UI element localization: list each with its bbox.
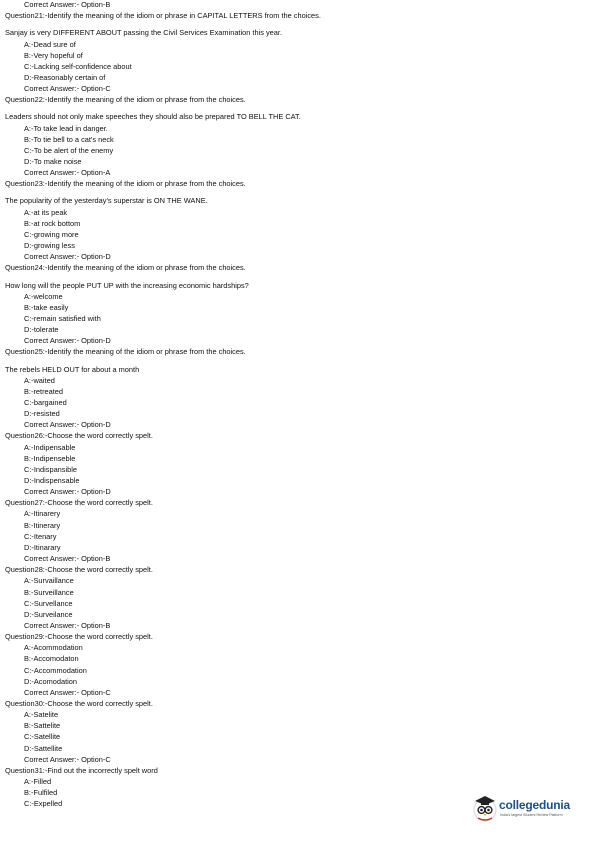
option-line: Correct Answer:- Option-D <box>24 487 111 497</box>
option-line: B:-Very hopeful of <box>24 50 83 60</box>
question-line: Leaders should not only make speeches they should also be prepared TO BELL THE CAT. <box>5 112 301 122</box>
option-line: C:-Indispansible <box>24 464 77 474</box>
question-line: Question24:-Identify the meaning of the idiom or phrase from the choices. <box>5 263 246 273</box>
option-line: C:-Accommodation <box>24 665 87 675</box>
option-line: Correct Answer:- Option-B <box>24 620 111 630</box>
option-line: Correct Answer:- Option-A <box>24 168 111 178</box>
option-line: D:-tolerate <box>24 325 59 334</box>
collegedunia-logo <box>472 793 582 825</box>
option-line: A:-Acommodation <box>24 643 83 653</box>
option-line: C:-remain satisfied with <box>24 313 101 323</box>
logo-wordmark: collegedunia <box>499 798 570 812</box>
option-line: A:-welcome <box>24 291 63 301</box>
question-line: How long will the people PUT UP with the increasing economic hardships? <box>5 280 249 290</box>
graduate-owl-icon <box>472 793 498 823</box>
question-line: Sanjay is very DIFFERENT ABOUT passing the Civil Services Examination this year. <box>5 28 282 38</box>
option-line: C:-Lacking self-confidence about <box>24 61 132 71</box>
option-line: A:-at its peak <box>24 207 68 217</box>
option-line: Correct Answer:- Option-D <box>24 420 111 430</box>
option-line: B:-To tie bell to a cat's neck <box>24 134 114 144</box>
question-line: Question22:-Identify the meaning of the idiom or phrase from the choices. <box>5 95 246 105</box>
option-line: B:-retreated <box>24 386 64 396</box>
option-line: B:-Surveillance <box>24 587 74 597</box>
option-line: A:-Dead sure of <box>24 39 76 49</box>
option-line: A:-Satelite <box>24 710 59 720</box>
option-line: D:-Acomodation <box>24 676 77 686</box>
option-line: A:-waited <box>24 375 55 385</box>
option-line: C:-Survellance <box>24 598 73 608</box>
option-line: C:-bargained <box>24 397 67 407</box>
logo-tagline: India's largest Student Review Platform <box>500 813 563 817</box>
option-line: Correct Answer:- Option-D <box>24 336 111 346</box>
option-line: C:-Expelled <box>24 799 63 809</box>
option-line: D:-growing less <box>24 241 75 250</box>
option-line: D:-Reasonably certain of <box>24 72 106 82</box>
option-line: C:-Itenary <box>24 531 57 541</box>
option-line: Correct Answer:- Option-C <box>24 84 111 94</box>
option-line: D:-resisted <box>24 409 60 419</box>
option-line: D:-Indispensable <box>24 476 80 485</box>
option-line: Correct Answer:- Option-C <box>24 754 111 764</box>
question-line: Question29:-Choose the word correctly spelt. <box>5 632 153 642</box>
question-line: The popularity of the yesterday's superstar is ON THE WANE. <box>5 196 208 206</box>
option-line: C:-Satellite <box>24 732 61 742</box>
option-line: B:-at rock bottom <box>24 218 81 228</box>
question-line: Question21:-Identify the meaning of the idiom or phrase in CAPITAL LETTERS from the choices. <box>5 11 321 21</box>
question-line: The rebels HELD OUT for about a month <box>5 364 140 374</box>
option-line: D:-Surveilance <box>24 609 73 619</box>
option-line: B:-Accomodaton <box>24 654 79 664</box>
option-line: C:-To be alert of the enemy <box>24 145 114 155</box>
option-line: Correct Answer:- Option-B <box>24 554 111 563</box>
question-line: Question23:-Identify the meaning of the idiom or phrase from the choices. <box>5 179 246 189</box>
option-line: Correct Answer:- Option-D <box>24 252 111 262</box>
option-line: C:-growing more <box>24 229 79 239</box>
question-line: Question30:-Choose the word correctly spelt. <box>5 699 153 708</box>
question-line: Question25:-Identify the meaning of the idiom or phrase from the choices. <box>5 347 246 357</box>
option-line: A:-Filled <box>24 777 52 786</box>
option-line: Correct Answer:- Option-B <box>24 0 111 9</box>
option-line: D:-Itinarary <box>24 542 61 552</box>
option-line: B:-Sattelite <box>24 721 61 731</box>
question-line: Question26:-Choose the word correctly spelt. <box>5 431 153 441</box>
option-line: A:-Itinarery <box>24 509 61 519</box>
option-line: B:-Indipenseble <box>24 453 76 463</box>
option-line: A:-To take lead in danger. <box>24 123 108 133</box>
option-line: A:-Indipensable <box>24 442 76 452</box>
option-line: D:-Sattellite <box>24 743 63 753</box>
option-line: A:-Survaillance <box>24 576 74 586</box>
option-line: B:-take easily <box>24 302 69 312</box>
option-line: Correct Answer:- Option-C <box>24 687 111 697</box>
option-line: B:-Itinerary <box>24 520 61 530</box>
option-line: B:-Fulfiled <box>24 788 58 798</box>
question-line: Question27:-Choose the word correctly spelt. <box>5 498 153 508</box>
question-line: Question31:-Find out the incorrectly spelt word <box>5 765 158 775</box>
question-line: Question28:-Choose the word correctly spelt. <box>5 565 153 575</box>
option-line: D:-To make noise <box>24 157 82 166</box>
